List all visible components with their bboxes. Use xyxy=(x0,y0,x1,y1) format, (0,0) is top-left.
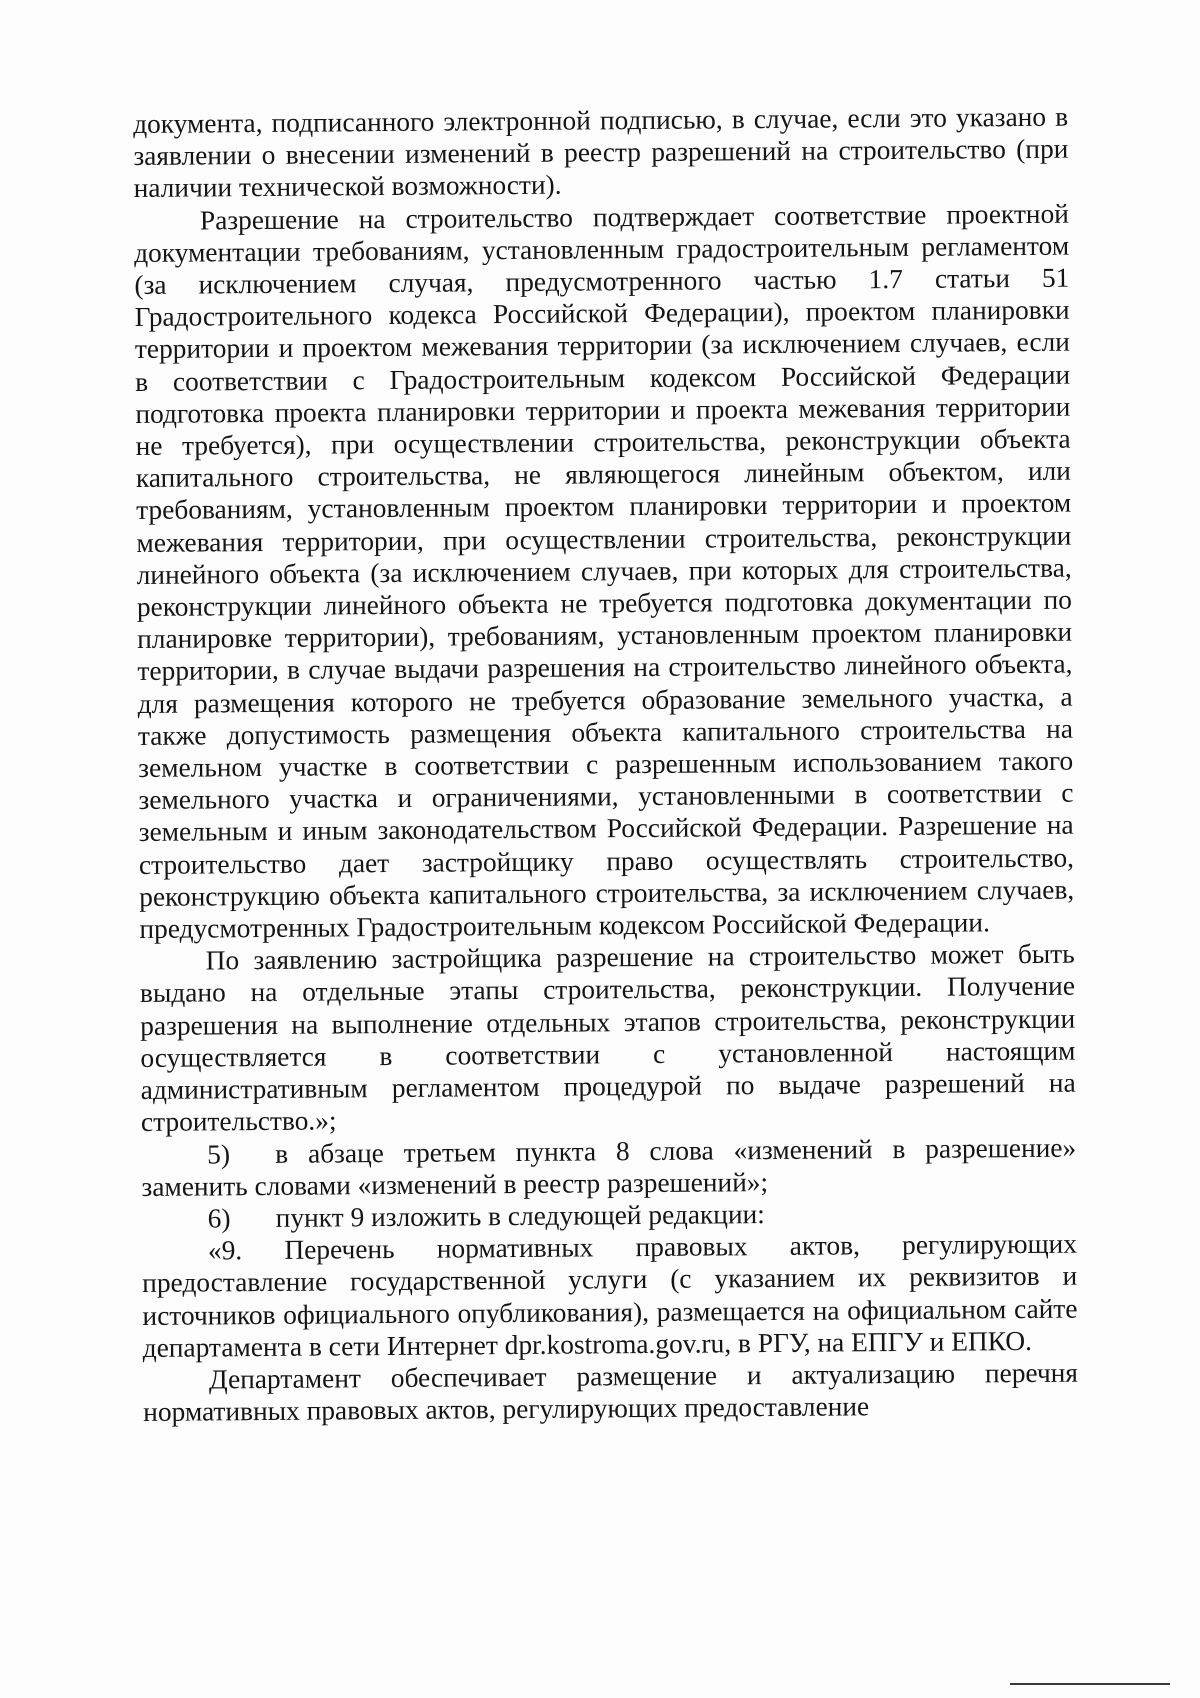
paragraph-permit-description: Разрешение на строительство подтверждает соответствие проектной документации требованиям, установленным градостроительным регламентом (за исключением случая, предусмотренного частью 1.7 статьи 51 Градостроительного кодекса Российской Федерации), проектом планировки территории и проектом межевания территории (за исключением случаев, если в соответствии с Градостроительным кодексом Российской Федерации подготовка проекта планировки территории и проекта межевания территории не требуется), при осуществлении строительства, реконструкции объекта капитального строительства, не являющегося линейным объектом, или требованиям, установленным проектом планировки территории и проектом межевания территории, при осуществлении строительства, реконструкции линейного объекта (за исключением случаев, при которых для строительства, реконструкции линейного объекта не требуется подготовка документации по планировке территории), требованиям, установленным проектом планировки территории, в случае выдачи разрешения на строительство линейного объекта, для размещения которого не требуется образование земельного участка, а также допустимость размещения объекта капитального строительства на земельном участке в соответствии с разрешенным использованием такого земельного участка и ограничениями, установленными в соответствии с земельным и иным законодательством Российской Федерации. Разрешение на строительство дает застройщику право осуществлять строительство, реконструкцию объекта капитального строительства, за исключением случаев, предусмотренных Градостроительным кодексом Российской Федерации. xyxy=(134,198,1075,945)
list-item-text: пункт 9 изложить в следующей редакции: xyxy=(275,1198,765,1233)
list-item-text: в абзаце третьем пункта 8 слова «изменений в разрешение» заменить словами «изменений в реестр разрешений»; xyxy=(141,1132,1077,1202)
paragraph-stages: По заявлению застройщика разрешение на строительство может быть выдано на отдельные этапы строительства, реконструкции. Получение разрешения на выполнение отдельных этапов строительства, реконструкции осуществляется в соответствии с установленной настоящим административным регламентом процедурой по выдаче разрешений на строительство.»; xyxy=(139,938,1076,1138)
list-item-5 xyxy=(141,1131,1076,1203)
document-body xyxy=(133,101,1078,1429)
paragraph-continuation: документа, подписанного электронной подписью, в случае, если это указано в заявлении о внесении изменений в реестр разрешений на строительство (при наличии технической возможности). xyxy=(133,101,1069,204)
paragraph-item-9: «9. Перечень нормативных правовых актов, регулирующих предоставление государственной услуги (с указанием их реквизитов и источников официального опубликования), размещается на официальном сайте департамента в сети Интернет dpr.kostroma.gov.ru, в РГУ, на ЕПГУ и ЕПКО. xyxy=(142,1228,1078,1363)
list-number: 5) xyxy=(207,1138,231,1169)
footer-rule xyxy=(1010,1683,1170,1685)
paragraph-department: Департамент обеспечивает размещение и актуализацию перечня нормативных правовых актов, регулирующих предоставление xyxy=(143,1357,1079,1428)
list-number: 6) xyxy=(207,1203,231,1234)
